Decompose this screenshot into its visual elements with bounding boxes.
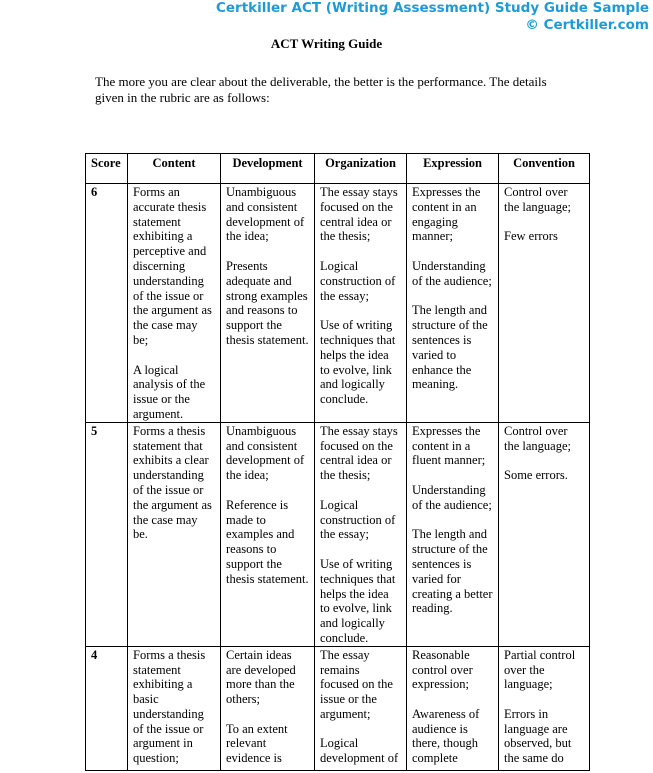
table-header-row [86,154,590,184]
cell-paragraph: Control over the language; [504,423,571,453]
cell-paragraph: Expresses the content in an engaging manner; [412,185,481,244]
header-content: Content [128,154,221,184]
table-row [86,422,590,646]
watermark-line-1: Certkiller ACT (Writing Assessment) Study Guide Sample [215,0,649,16]
convention-cell [499,646,590,770]
content-cell [128,184,221,423]
cell-paragraph: Understanding of the audience; [412,258,492,288]
cell-paragraph: Partial control over the language; [504,647,576,692]
header-convention: Convention [499,154,590,184]
cell-paragraph: Some errors. [504,468,568,483]
cell-paragraph: The essay stays focused on the central idea or the thesis; [320,185,398,244]
header-development: Development [221,154,315,184]
convention-cell [499,422,590,646]
watermark-line-2: © Certkiller.com [525,17,649,33]
cell-paragraph: Awareness of audience is there, though complete [412,706,480,766]
cell-paragraph: Logical construction of the essay; [320,258,396,303]
rubric-table [85,153,590,771]
expression-cell [407,184,499,423]
development-cell [221,422,315,646]
score-cell: 6 [86,184,128,423]
table-row [86,646,590,770]
header-expression: Expression [407,154,499,184]
cell-paragraph: Expresses the content in a fluent manner; [412,423,486,468]
header-score: Score [86,154,128,184]
cell-paragraph: The essay stays focused on the central idea or the thesis; [320,423,398,483]
watermark [216,0,649,34]
expression-cell [407,646,499,770]
cell-paragraph: Few errors [504,229,558,244]
cell-paragraph: Forms a thesis statement exhibiting a basic understanding of the issue or argument in question; [133,647,206,766]
cell-paragraph: Forms a thesis statement that exhibits a clear understanding of the issue or the argument as the case may be. [133,423,212,542]
cell-paragraph: Understanding of the audience; [412,482,492,512]
content-cell [128,646,221,770]
convention-cell [499,184,590,423]
table-row [86,184,590,423]
cell-paragraph: Reference is made to examples and reasons to support the thesis statement. [226,497,309,586]
organization-cell [315,646,407,770]
cell-paragraph: To an extent relevant evidence is [226,721,288,766]
content-cell [128,422,221,646]
cell-paragraph: Logical development of [320,736,399,766]
cell-paragraph: Logical construction of the essay; [320,497,396,542]
score-cell: 5 [86,422,128,646]
cell-paragraph: Control over the language; [504,185,571,214]
header-organization: Organization [315,154,407,184]
development-cell [221,646,315,770]
cell-paragraph: Use of writing techniques that helps the idea to evolve, link and logically conclude. [320,556,396,645]
expression-cell [407,422,499,646]
cell-paragraph: Certain ideas are developed more than the others; [226,647,296,707]
intro-paragraph: The more you are clear about the deliverable, the better is the performance. The details given in the rubric are as follows: [95,74,547,105]
cell-paragraph: The length and structure of the sentences is varied to enhance the meaning. [412,303,488,392]
development-cell [221,184,315,423]
cell-paragraph: Errors in language are observed, but the same do [504,706,572,766]
cell-paragraph: Use of writing techniques that helps the idea to evolve, link and logically conclude. [320,318,396,407]
cell-paragraph: The length and structure of the sentences is varied for creating a better reading. [412,527,493,616]
page-title: ACT Writing Guide [270,36,383,51]
organization-cell [315,422,407,646]
cell-paragraph: Presents adequate and strong examples and reasons to support the thesis statement. [226,258,309,347]
organization-cell [315,184,407,423]
cell-paragraph: The essay remains focused on the issue or the argument; [320,647,393,721]
cell-paragraph: Unambiguous and consistent development of the idea; [226,423,305,483]
cell-paragraph: Forms an accurate thesis statement exhibiting a perceptive and discerning understanding of the issue or the argument as the case may be; [133,185,212,347]
cell-paragraph: A logical analysis of the issue or the argument. [133,362,206,421]
score-cell: 4 [86,646,128,770]
cell-paragraph: Unambiguous and consistent development of the idea; [226,185,305,244]
cell-paragraph: Reasonable control over expression; [412,647,473,692]
